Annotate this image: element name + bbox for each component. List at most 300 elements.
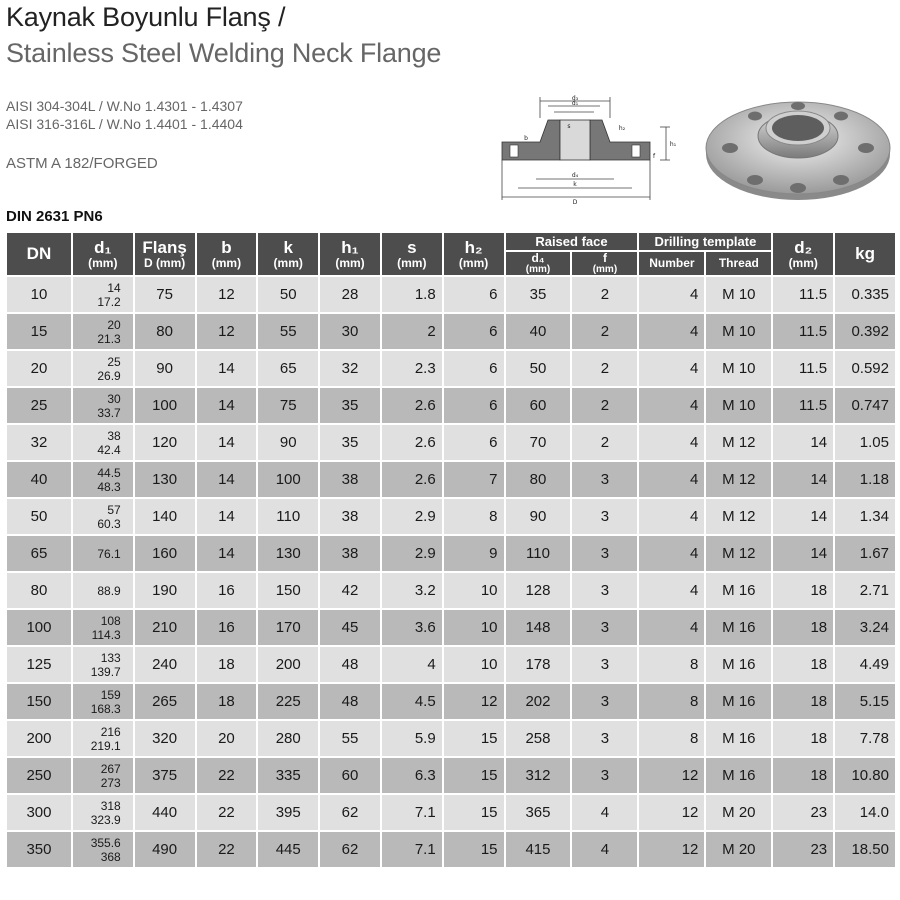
cell-thread: M 12 (706, 425, 771, 460)
cell-dn: 100 (7, 610, 71, 645)
cell-d1-inner: 20 (107, 317, 121, 332)
cell-D: 130 (135, 462, 195, 497)
cell-D: 240 (135, 647, 195, 682)
col-header-h2: h₂ (mm) (444, 233, 504, 275)
cell-d4: 40 (506, 314, 571, 349)
cell-b: 20 (197, 721, 257, 756)
cell-thread: M 16 (706, 684, 771, 719)
group-header-raised-face: Raised face (506, 233, 638, 250)
cell-h2: 6 (444, 351, 504, 386)
cell-d2: 18 (773, 721, 833, 756)
cell-h1: 62 (320, 795, 380, 830)
cell-d1-outer: 76.1 (97, 546, 121, 561)
col-header-f: f (mm) (572, 252, 637, 275)
cell-k: 55 (258, 314, 318, 349)
cell-d1-inner: 38 (107, 428, 121, 443)
diagram-label: h₂ (618, 125, 626, 132)
cell-kg: 0.747 (835, 388, 895, 423)
cell-thread: M 20 (706, 795, 771, 830)
cell-d1 (73, 573, 133, 608)
cell-thread: M 10 (706, 351, 771, 386)
cell-d4: 60 (506, 388, 571, 423)
cell-d1-inner: 133 (100, 650, 121, 665)
cell-b: 12 (197, 277, 257, 312)
cell-k: 130 (258, 536, 318, 571)
cell-D: 80 (135, 314, 195, 349)
cell-d2: 11.5 (773, 314, 833, 349)
cell-number: 8 (639, 721, 704, 756)
cell-D: 320 (135, 721, 195, 756)
cell-number: 4 (639, 425, 704, 460)
cell-d4: 258 (506, 721, 571, 756)
cell-f: 3 (572, 610, 637, 645)
col-header-kg: kg (835, 233, 895, 275)
cell-d1-outer: 139.7 (90, 664, 121, 679)
cell-b: 22 (197, 758, 257, 793)
cell-d1-inner: 159 (100, 687, 121, 702)
cell-f: 3 (572, 758, 637, 793)
cell-f: 3 (572, 721, 637, 756)
cell-D: 210 (135, 610, 195, 645)
cell-d1-outer: 88.9 (97, 583, 121, 598)
cell-thread: M 10 (706, 388, 771, 423)
cell-f: 2 (572, 351, 637, 386)
diagram-label: d₁ (571, 100, 579, 107)
cell-k: 170 (258, 610, 318, 645)
cell-dn: 15 (7, 314, 71, 349)
cell-d1 (73, 388, 133, 423)
cell-number: 4 (639, 499, 704, 534)
cell-kg: 0.335 (835, 277, 895, 312)
cell-k: 200 (258, 647, 318, 682)
col-header-number: Number (639, 252, 704, 275)
cell-h1: 32 (320, 351, 380, 386)
cell-d4: 70 (506, 425, 571, 460)
cell-thread: M 10 (706, 314, 771, 349)
cell-b: 18 (197, 647, 257, 682)
cell-kg: 0.392 (835, 314, 895, 349)
material-spec-304: AISI 304-304L / W.No 1.4301 - 1.4307 (6, 98, 243, 114)
cell-b: 22 (197, 832, 257, 867)
cell-d2: 18 (773, 684, 833, 719)
cell-d4: 90 (506, 499, 571, 534)
cell-s: 7.1 (382, 832, 442, 867)
cell-thread: M 12 (706, 536, 771, 571)
cell-f: 4 (572, 832, 637, 867)
cell-D: 190 (135, 573, 195, 608)
cell-thread: M 16 (706, 610, 771, 645)
diagram-label: d₃ (571, 95, 579, 102)
cell-d1 (73, 647, 133, 682)
cell-d1-outer: 368 (100, 849, 121, 864)
cell-k: 110 (258, 499, 318, 534)
standard-label: DIN 2631 PN6 (6, 208, 103, 225)
cell-d2: 23 (773, 832, 833, 867)
cell-thread: M 10 (706, 277, 771, 312)
cell-d1-outer: 21.3 (97, 331, 121, 346)
cell-s: 2.6 (382, 388, 442, 423)
cell-number: 12 (639, 832, 704, 867)
table-row (7, 795, 895, 830)
cell-dn: 250 (7, 758, 71, 793)
cell-thread: M 12 (706, 499, 771, 534)
flange-dimensions-table (5, 231, 897, 869)
cell-h1: 42 (320, 573, 380, 608)
cell-d1-inner: 30 (107, 391, 121, 406)
cell-s: 2.6 (382, 425, 442, 460)
cell-s: 2.6 (382, 462, 442, 497)
cell-d1 (73, 758, 133, 793)
cell-kg: 1.18 (835, 462, 895, 497)
cell-k: 395 (258, 795, 318, 830)
cell-h2: 15 (444, 832, 504, 867)
cell-s: 7.1 (382, 795, 442, 830)
cell-dn: 40 (7, 462, 71, 497)
cell-h2: 6 (444, 277, 504, 312)
cell-kg: 1.05 (835, 425, 895, 460)
col-header-d1: d₁ (mm) (73, 233, 133, 275)
cell-h1: 48 (320, 647, 380, 682)
cell-h1: 38 (320, 462, 380, 497)
cell-b: 18 (197, 684, 257, 719)
cell-kg: 18.50 (835, 832, 895, 867)
cell-d1 (73, 314, 133, 349)
cell-d4: 148 (506, 610, 571, 645)
col-header-k: k (mm) (258, 233, 318, 275)
cell-s: 4 (382, 647, 442, 682)
cell-kg: 1.67 (835, 536, 895, 571)
material-spec-316: AISI 316-316L / W.No 1.4401 - 1.4404 (6, 116, 243, 132)
cell-d1 (73, 684, 133, 719)
table-row (7, 536, 895, 571)
cell-s: 5.9 (382, 721, 442, 756)
cell-kg: 14.0 (835, 795, 895, 830)
cell-d1-outer: 48.3 (97, 479, 121, 494)
diagram-label: s (567, 123, 571, 130)
group-header-drilling-template: Drilling template (639, 233, 771, 250)
cell-number: 4 (639, 536, 704, 571)
cell-D: 160 (135, 536, 195, 571)
cell-d1 (73, 277, 133, 312)
table-row (7, 610, 895, 645)
cell-d1-inner: 108 (100, 613, 121, 628)
col-header-d4: d₄ (mm) (506, 252, 571, 275)
cell-d2: 18 (773, 647, 833, 682)
cell-number: 8 (639, 647, 704, 682)
cell-b: 14 (197, 462, 257, 497)
table-row (7, 758, 895, 793)
diagram-label: h₁ (669, 141, 677, 148)
cell-dn: 65 (7, 536, 71, 571)
cell-d4: 312 (506, 758, 571, 793)
cell-b: 16 (197, 610, 257, 645)
cell-thread: M 16 (706, 573, 771, 608)
cell-D: 100 (135, 388, 195, 423)
col-header-h1: h₁ (mm) (320, 233, 380, 275)
cell-dn: 125 (7, 647, 71, 682)
cell-h1: 38 (320, 536, 380, 571)
cell-dn: 300 (7, 795, 71, 830)
cell-number: 12 (639, 795, 704, 830)
cell-h2: 8 (444, 499, 504, 534)
diagram-label: d₄ (571, 172, 579, 179)
cell-b: 12 (197, 314, 257, 349)
cell-b: 16 (197, 573, 257, 608)
cell-D: 490 (135, 832, 195, 867)
cell-d1 (73, 536, 133, 571)
cell-k: 445 (258, 832, 318, 867)
cell-h2: 15 (444, 758, 504, 793)
cell-kg: 10.80 (835, 758, 895, 793)
cell-h1: 60 (320, 758, 380, 793)
cell-dn: 20 (7, 351, 71, 386)
cell-d2: 11.5 (773, 277, 833, 312)
cell-d1-inner: 318 (100, 798, 121, 813)
col-header-s: s (mm) (382, 233, 442, 275)
cell-dn: 25 (7, 388, 71, 423)
astm-spec: ASTM A 182/FORGED (6, 155, 158, 172)
page-title: Kaynak Boyunlu Flanş / (6, 2, 286, 32)
cell-number: 4 (639, 573, 704, 608)
cell-s: 6.3 (382, 758, 442, 793)
cell-h2: 6 (444, 425, 504, 460)
cell-number: 4 (639, 351, 704, 386)
cell-h1: 48 (320, 684, 380, 719)
table-row (7, 832, 895, 867)
cell-f: 2 (572, 388, 637, 423)
cell-d4: 128 (506, 573, 571, 608)
cell-d1 (73, 462, 133, 497)
cell-h2: 6 (444, 314, 504, 349)
cell-h2: 10 (444, 647, 504, 682)
cell-d4: 365 (506, 795, 571, 830)
cell-d2: 18 (773, 610, 833, 645)
cell-d1-inner: 57 (107, 502, 121, 517)
cell-d4: 415 (506, 832, 571, 867)
flange-cross-section-diagram (496, 92, 678, 208)
cell-s: 2 (382, 314, 442, 349)
cell-D: 90 (135, 351, 195, 386)
table-row (7, 721, 895, 756)
table-body (7, 277, 895, 867)
cell-b: 14 (197, 351, 257, 386)
table-row (7, 462, 895, 497)
cell-f: 2 (572, 425, 637, 460)
cell-k: 65 (258, 351, 318, 386)
cell-kg: 0.592 (835, 351, 895, 386)
cell-d1-outer: 33.7 (97, 405, 121, 420)
cell-D: 375 (135, 758, 195, 793)
cell-b: 14 (197, 499, 257, 534)
cell-s: 2.9 (382, 536, 442, 571)
cell-d1-outer: 273 (100, 775, 121, 790)
col-header-b: b (mm) (197, 233, 257, 275)
cell-b: 14 (197, 536, 257, 571)
cell-h1: 35 (320, 425, 380, 460)
cell-d2: 23 (773, 795, 833, 830)
cell-h2: 15 (444, 795, 504, 830)
diagram-label: f (652, 153, 656, 160)
cell-h2: 15 (444, 721, 504, 756)
cell-k: 75 (258, 388, 318, 423)
cell-s: 4.5 (382, 684, 442, 719)
cell-h1: 38 (320, 499, 380, 534)
cell-dn: 80 (7, 573, 71, 608)
cell-thread: M 16 (706, 647, 771, 682)
cell-f: 2 (572, 314, 637, 349)
cell-d2: 18 (773, 573, 833, 608)
cell-d2: 11.5 (773, 388, 833, 423)
diagram-label: k (573, 181, 577, 188)
cell-b: 22 (197, 795, 257, 830)
cell-k: 100 (258, 462, 318, 497)
cell-d1-outer: 26.9 (97, 368, 121, 383)
cell-d1-inner: 355.6 (90, 835, 121, 850)
cell-b: 14 (197, 388, 257, 423)
table-row (7, 277, 895, 312)
cell-s: 2.9 (382, 499, 442, 534)
cell-thread: M 12 (706, 462, 771, 497)
cell-kg: 2.71 (835, 573, 895, 608)
cell-number: 12 (639, 758, 704, 793)
cell-h2: 9 (444, 536, 504, 571)
cell-h1: 30 (320, 314, 380, 349)
cell-f: 3 (572, 684, 637, 719)
cell-kg: 5.15 (835, 684, 895, 719)
diagram-label: D (572, 199, 578, 206)
cell-d1-inner: 14 (107, 280, 121, 295)
cell-d2: 14 (773, 499, 833, 534)
cell-d1 (73, 351, 133, 386)
cell-s: 1.8 (382, 277, 442, 312)
cell-h2: 6 (444, 388, 504, 423)
cell-f: 4 (572, 795, 637, 830)
cell-d1-outer: 42.4 (97, 442, 121, 457)
cell-d1-inner: 25 (107, 354, 121, 369)
cell-f: 3 (572, 499, 637, 534)
cell-f: 3 (572, 536, 637, 571)
cell-d1-outer: 323.9 (90, 812, 121, 827)
cell-d1-inner: 216 (100, 724, 121, 739)
table-row (7, 573, 895, 608)
cell-D: 440 (135, 795, 195, 830)
table-row (7, 351, 895, 386)
cell-d1-outer: 219.1 (90, 738, 121, 753)
cell-d2: 18 (773, 758, 833, 793)
cell-d1-outer: 17.2 (97, 294, 121, 309)
cell-b: 14 (197, 425, 257, 460)
cell-k: 90 (258, 425, 318, 460)
col-header-flans: Flanş D (mm) (135, 233, 195, 275)
cell-k: 280 (258, 721, 318, 756)
cell-kg: 7.78 (835, 721, 895, 756)
cell-number: 4 (639, 277, 704, 312)
col-header-dn: DN (7, 233, 71, 275)
cell-s: 2.3 (382, 351, 442, 386)
table-row (7, 388, 895, 423)
cell-number: 4 (639, 462, 704, 497)
cell-k: 150 (258, 573, 318, 608)
cell-d4: 80 (506, 462, 571, 497)
cell-dn: 150 (7, 684, 71, 719)
cell-number: 8 (639, 684, 704, 719)
cell-d1 (73, 610, 133, 645)
diagram-label: b (524, 135, 528, 142)
cell-s: 3.6 (382, 610, 442, 645)
cell-h1: 35 (320, 388, 380, 423)
cell-kg: 1.34 (835, 499, 895, 534)
cell-s: 3.2 (382, 573, 442, 608)
cell-f: 3 (572, 462, 637, 497)
cell-d4: 178 (506, 647, 571, 682)
cell-d2: 11.5 (773, 351, 833, 386)
cell-d2: 14 (773, 462, 833, 497)
cell-d1-inner: 44.5 (97, 465, 121, 480)
cell-dn: 200 (7, 721, 71, 756)
welding-neck-flange-photo (700, 92, 896, 204)
cell-dn: 350 (7, 832, 71, 867)
cell-f: 3 (572, 573, 637, 608)
cell-d1-outer: 114.3 (91, 627, 121, 642)
page-subtitle: Stainless Steel Welding Neck Flange (6, 38, 442, 68)
cell-h1: 45 (320, 610, 380, 645)
cell-d1 (73, 832, 133, 867)
table-row (7, 499, 895, 534)
cell-dn: 10 (7, 277, 71, 312)
cell-d1-outer: 60.3 (97, 516, 121, 531)
col-header-d2: d₂ (mm) (773, 233, 833, 275)
cell-kg: 3.24 (835, 610, 895, 645)
cell-h2: 10 (444, 573, 504, 608)
cell-d4: 50 (506, 351, 571, 386)
cell-d4: 110 (506, 536, 571, 571)
cell-d1 (73, 721, 133, 756)
cell-d4: 35 (506, 277, 571, 312)
cell-f: 2 (572, 277, 637, 312)
cell-d1 (73, 795, 133, 830)
cell-d4: 202 (506, 684, 571, 719)
cell-h2: 7 (444, 462, 504, 497)
cell-thread: M 16 (706, 758, 771, 793)
cell-h1: 28 (320, 277, 380, 312)
cell-k: 335 (258, 758, 318, 793)
cell-d1-inner: 267 (100, 761, 121, 776)
cell-number: 4 (639, 314, 704, 349)
table-row (7, 647, 895, 682)
cell-h1: 55 (320, 721, 380, 756)
cell-D: 140 (135, 499, 195, 534)
cell-d1-outer: 168.3 (90, 701, 121, 716)
cell-number: 4 (639, 388, 704, 423)
table-row (7, 684, 895, 719)
cell-d2: 14 (773, 425, 833, 460)
cell-f: 3 (572, 647, 637, 682)
cell-h2: 10 (444, 610, 504, 645)
cell-number: 4 (639, 610, 704, 645)
cell-d1 (73, 425, 133, 460)
table-row (7, 314, 895, 349)
cell-h2: 12 (444, 684, 504, 719)
cell-kg: 4.49 (835, 647, 895, 682)
cell-dn: 50 (7, 499, 71, 534)
cell-thread: M 16 (706, 721, 771, 756)
cell-d2: 14 (773, 536, 833, 571)
table-row (7, 425, 895, 460)
col-header-thread: Thread (706, 252, 771, 275)
cell-k: 50 (258, 277, 318, 312)
cell-dn: 32 (7, 425, 71, 460)
cell-d1 (73, 499, 133, 534)
